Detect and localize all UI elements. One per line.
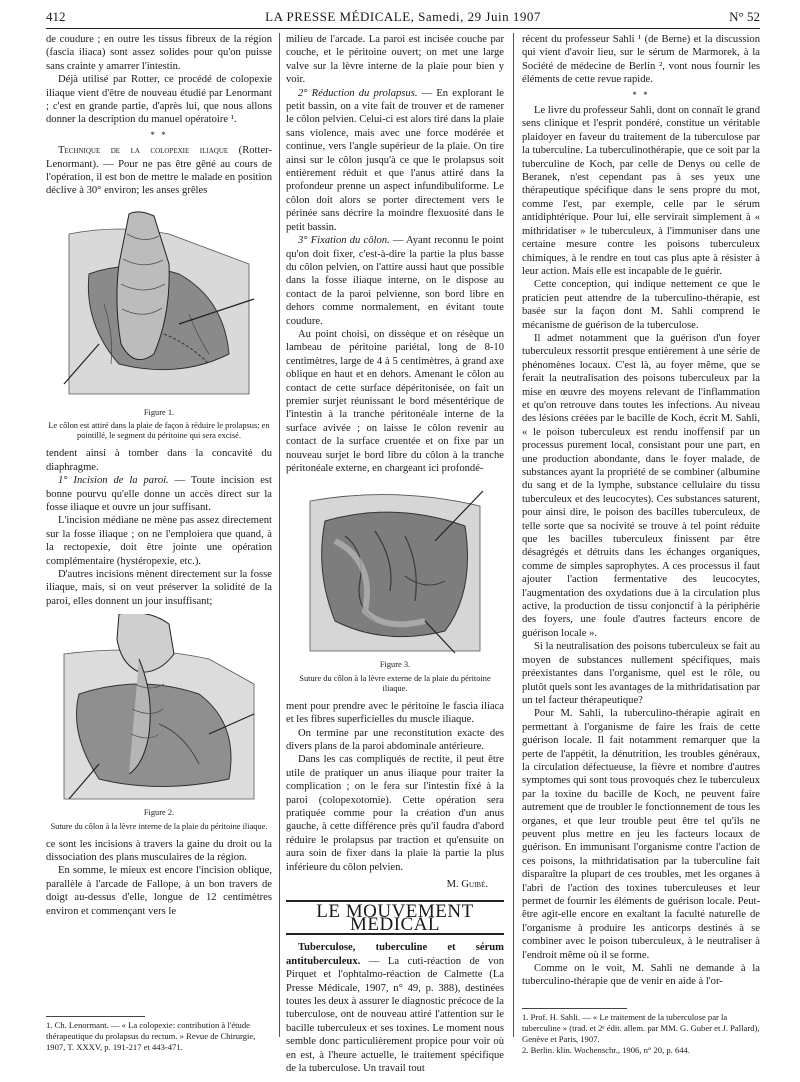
figure-2-title: Figure 2. [143, 808, 175, 818]
page-header [46, 5, 760, 25]
section-separator: * * [632, 89, 650, 100]
section-separator: * * [150, 129, 168, 140]
issue-number: N° 52 [729, 9, 760, 24]
paragraph: milieu de l'arcade. La paroi est incisée couche par couche, et le péritoine ouvert; on met une large valve sur la lèvre interne de la plaie pour bien y voir. [286, 34, 504, 86]
journal-title: LA PRESSE MÉDICALE, Samedi, 29 Juin 1907 [265, 9, 541, 24]
paragraph-text: (Rotter-Lenormant). — Pour ne pas être gêné au cours de l'opération, il est bon de mettre le malade en position déclive à 30° environ; les anses grêles [46, 145, 272, 197]
column-left [46, 33, 272, 918]
paragraph [286, 234, 504, 328]
subsection-heading: 1° Incision de la paroi. [58, 475, 169, 487]
figure-2-caption: Suture du côlon à la lèvre interne de la plaie du péritoine iliaque. [50, 821, 268, 831]
paragraph: Il admet notamment que la guérison d'un foyer tuberculeux ressortit presque entièrement à une série de phénomènes locaux. C'est là, au foyer même, que se ferait la neutralisation des poisons tuberculeux par la mise en œuvre des moyens relevant de l'inflammation et qu'on retrouve dans toutes les infections. Au niveau des lésions créées par le bacille de Koch, écrit M. Sahli, « le poison tuberculeux est rendu inoffensif par un processus purement local, consistant pour une part, en une production abondante, dans le foyer malade, de substances ayant la propriété de se combiner (albumine du sang et de la lymphe, substance cellulaire du tissu tuberculeux et des leucocytes). Ces substances saturent, pour ainsi dire, le poison des bacilles tuberculeux, de telle sorte que sa nocivité se trouve à tel point réduite que les bacilles tuberculeux finissent par être désagrégés et détruits dans les échanges organiques, comme de simples saprophytes. A ces processus il faut ajouter l'action fermentative des leucocytes, l'augmentation des oxydations due à la circulation plus active, la production de tissu conjonctif à la périphérie des foyers, une foule d'autres facteurs encore de guérison locale ». [522, 332, 760, 639]
footnotes-right [522, 1008, 760, 1056]
section-banner: LE MOUVEMENT MÉDICAL [286, 900, 504, 936]
column-right [522, 33, 760, 989]
paragraph [46, 474, 272, 514]
surgical-illustration-3 [305, 481, 485, 656]
paragraph: Dans les cas compliqués de rectite, il peut être utile de pratiquer un anus iliaque pour traiter la complication ; on le fera sur l'intestin fixé à la paroi (colopexotomie). Cette opération sera pratiquée comme pour la création d'un anus gauche, à cette différence près qu'il faudra d'abord réduire le prolapsus par traction et qu'ensuite on aura soin de fixer dans la plaie la partie la plus inférieure du côlon pelvien. [286, 754, 504, 873]
surgical-illustration-1 [59, 204, 259, 404]
paragraph-text: — La cuti-réaction de von Pirquet et l'ophtalmo-réaction de Calmette (La Presse Médicale, 1907, n° 49, p. 388), destinées toutes les deux à assurer le diagnostic précoce de la tuberculose, ont de nouveau attiré l'attention sur le bacille tuberculeux et ses toxines. Le moment nous semble donc particulièrement propice pour voir où en est, à l'heure actuelle, le traitement spécifique de la tuberculose. Un travail tout [286, 955, 504, 1074]
page-number: 412 [46, 9, 66, 24]
surgical-illustration-2 [59, 614, 259, 804]
header-rule [46, 28, 760, 29]
column-middle [286, 33, 504, 1075]
column-divider [279, 33, 280, 1037]
article-heading: Tuberculose, tuberculine et sérum antituberculeux. [286, 942, 504, 967]
figure-1-title: Figure 1. [143, 407, 175, 417]
subsection-heading: 3° Fixation du côlon. [298, 235, 390, 247]
figure-3-title: Figure 3. [379, 660, 411, 670]
figure-2 [46, 614, 272, 831]
paragraph: En somme, le mieux est encore l'incision oblique, parallèle à l'arcade de Fallope, à un bon travers de doigt au-dessus d'elle, longue de 12 centimètres environ et commençant vers le [46, 865, 272, 917]
paragraph: On termine par une reconstitution exacte des divers plans de la paroi abdominale antérieure. [286, 727, 504, 753]
paragraph: Comme on le voit, M. Sahli ne demande à la tuberculino-thérapie que de venir en aide à l'or- [522, 963, 760, 988]
paragraph: Cette conception, qui indique nettement ce que le praticien peut attendre de la tuberculino-thérapie, est basée sur la façon dont M. Sahli comprend le mécanisme de guérison de la tuberculose. [522, 279, 760, 331]
paragraph [286, 941, 504, 1075]
paragraph: Au point choisi, on dissèque et on résèque un lambeau de péritoine pariétal, long de 8-10 centimètres, large de 4 à 5 centimètres, à grand axe oblique en haut et en dehors. Amenant le côlon au contact de cette surface dépéritonisée, on fait un premier surjet réunissant le bord mésentérique de l'intestin à la tranche péritonéale interne de la surface avivée ; on laisse le côlon revenir au contact de la surface cruentée et on fixe par un nouveau surjet le bord libre du côlon à la tranche péritonéale externe, en chargeant ici profondé- [286, 328, 504, 474]
figure-1-caption: Le côlon est attiré dans la plaie de façon à réduire le prolapsus; en pointillé, le segment du péritoine qui sera excisé. [48, 421, 270, 441]
section-heading: Technique de la colopexie iliaque [58, 145, 229, 157]
author-signature: M. Guibé. [446, 879, 488, 891]
footnote: 2. Berlin. klin. Wochenschr., 1906, n° 20, p. 644. [522, 1045, 691, 1055]
footnote: 1. Prof. H. Sahli. — « Le traitement de la tuberculose par la tuberculine » (trad. et 2ᵉ édit. allem. par MM. G. Guber et J. Pallard), Genève et Paris, 1907. [522, 1012, 760, 1044]
paragraph: ment pour prendre avec le péritoine le fascia iliaca et les fibres superficielles du muscle iliaque. [286, 700, 504, 726]
paragraph-text: — En explorant le petit bassin, on a vite fait de trouver et de ramener le côlon pelvien. Celui-ci est alors tiré dans la plaie sans violence, mais avec une force modérée et continue, vers l'angle supérieur de la plaie. On tire ainsi sur le côlon jusqu'à ce que le prolapsus soit entièrement réduit et que l'anus attiré dans la profondeur prenne un aspect infundibuliforme. Le côlon doit alors se porter directement vers le périnée sans décrire la moindre flexuosité dans le petit bassin. [286, 87, 504, 233]
footnote-rule [46, 1016, 145, 1017]
paragraph: Le livre du professeur Sahli, dont on connaît le grand sens clinique et l'esprit pondéré, constitue un véritable plaidoyer en faveur du traitement de la tuberculose par la tuberculine. La tuberculinothérapie, que ce soit par la tuberculine de Koch, par celle de Denys ou celle de Beranek, n'est cependant pas à ses yeux une thérapeutique spécifique dans le sens propre du mot, comme l'est, par exemple, celle par le sérum antidiphtérique. Pour lui, elle servirait simplement à « mithridatiser » le tuberculeux, à l'immuniser dans une certaine mesure contre les poisons tuberculeux chimiques, à le rendre en tout cas plus apte à résister à leur action. Mais elle est incapable de le guérir. [522, 105, 760, 277]
footnote: 1. Ch. Lenormant. — « La colopexie: contribution à l'étude thérapeutique du prolapsus du rectum. » Revue de Chirurgie, 1907, T. XXXV, p. 191-217 et 443-471. [46, 1020, 256, 1052]
paragraph [286, 87, 504, 234]
paragraph: de coudure ; en outre les tissus fibreux de la région (fascia iliaca) sont assez solides pour qu'on puisse sans crainte y amarrer l'intestin. [46, 34, 272, 72]
paragraph: ce sont les incisions à travers la gaine du droit ou la dissociation des plans musculaires de la région. [46, 838, 272, 863]
paragraph: Pour M. Sahli, la tuberculino-thérapie agirait en permettant à l'organisme de faire les frais de cette guérison locale. Il fait notamment remarquer que la perte de l'appétit, la dénutrition, les troubles généraux, la circulation défectueuse, la fièvre et nombre d'autres symptomes qui sont tous provoqués chez le tuberculeux par la toxine du bacille de Koch, ne peuvent faire autrement que de troubler le fonctionnement de tous les organes, et que leur trouble peut être tel qu'ils ne peuvent plus mettre en jeu les facteurs locaux de guérison. En immunisant l'organisme contre l'action de ces poisons, la mithridatisation par la tuberculine fait disparaître la plupart de ces troubles, met les organes à l'abri de l'action des toxines tuberculeuses et leur permet de fournir les éléments de guérison locale. Peut-être agit-elle encore en exaltant la faculté naturelle de l'organisme à produire les anticorps destinés à se combiner avec le poison tuberculeux, à le neutraliser à l'endroit même où il se forme. [522, 708, 760, 961]
figure-3 [286, 481, 504, 693]
paragraph-text: — Ayant reconnu le point qu'on doit fixer, c'est-à-dire la partie la plus basse du côlon pelvien, on l'attire aussi haut que possible dans la fosse iliaque interne, on le dispose au contact de la paroi pelvienne, son bord libre en dehors comme normalement, en évitant toute coudure. [286, 235, 504, 327]
subsection-heading: 2° Réduction du prolapsus. [298, 87, 418, 99]
footnote-rule [522, 1008, 627, 1009]
figure-3-caption: Suture du côlon à la lèvre externe de la plaie du péritoine iliaque. [299, 673, 491, 693]
paragraph: Déjà utilisé par Rotter, ce procédé de colopexie iliaque vient d'être de nouveau étudié par Lenormant ; c'est en grande partie, d'après lui, que nous allons donner la description du manuel opératoire ¹. [46, 74, 272, 126]
paragraph: tendent ainsi à tomber dans la concavité du diaphragme. [46, 448, 272, 473]
paragraph-text: — Toute incision est bonne pourvu qu'elle donne un accès direct sur la fosse iliaque et ouvre un jour suffisant. [46, 475, 272, 513]
paragraph: L'incision médiane ne mène pas assez directement sur la fosse iliaque ; on ne l'emploiera que quand, à la rectopexie, doit être jointe une opération complémentaire (hystéropexie, etc.). [46, 515, 272, 567]
figure-1 [46, 204, 272, 441]
footnotes-left [46, 1016, 272, 1053]
paragraph: récent du professeur Sahli ¹ (de Berne) et la discussion qui vient d'avoir lieu, sur le sérum de Marmorek, à la Société de médecine de Berlin ², vont nous fournir les éléments de cette revue rapide. [522, 34, 760, 86]
column-divider [513, 33, 514, 1037]
paragraph: D'autres incisions mènent directement sur la fosse iliaque, mais, si on veut préserver la solidité de la paroi, elles donnent un jour insuffisant; [46, 568, 272, 607]
paragraph [46, 144, 272, 198]
paragraph: Si la neutralisation des poisons tuberculeux se fait au moyen de substances nullement spécifiques, mais préexistantes dans l'organisme, quel est le rôle, ou plutôt quels sont les avantages de la mithridatisation par un tel facteur thérapeutique? [522, 641, 760, 706]
